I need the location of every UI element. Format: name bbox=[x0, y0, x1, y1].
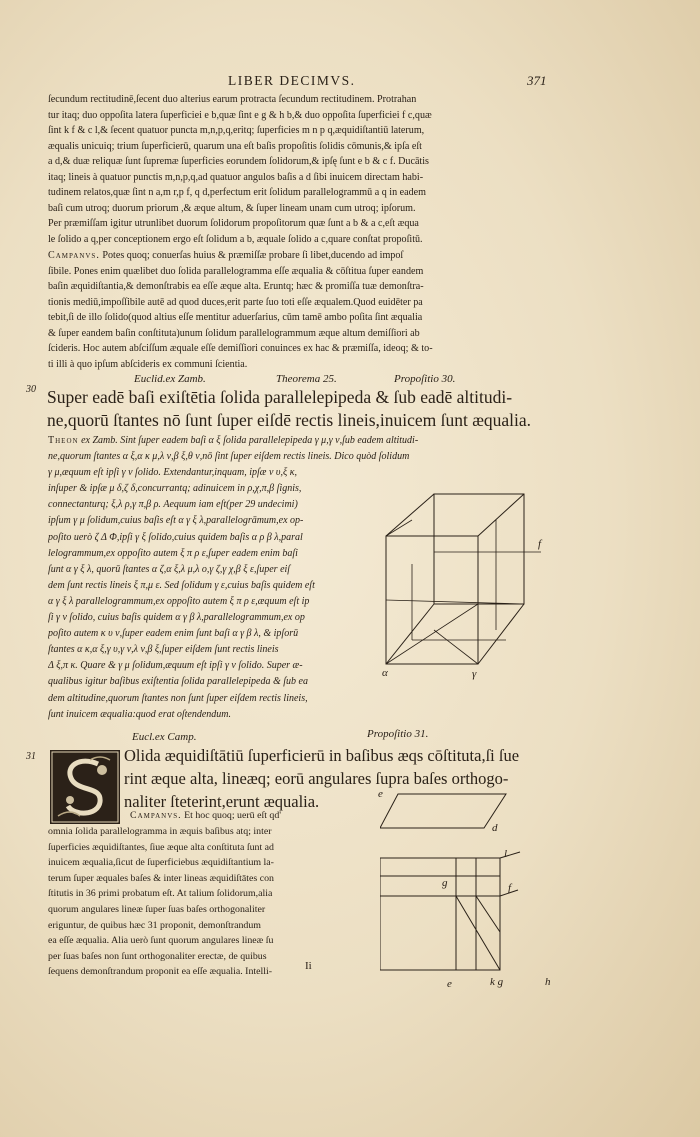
parallelepiped-figure bbox=[376, 480, 556, 685]
text-line: per ſuas baſes non ſunt orthogonaliter erectæ, de quibus bbox=[48, 950, 267, 962]
text-line: ea eſſe æqualia. Alia uerò ſunt quorum angulares lineæ ſu bbox=[48, 935, 274, 947]
text-line: ſi γ ν ſolido, cuius baſis quidem α γ β λ,parallelogrammum,ex op bbox=[48, 612, 305, 624]
text-line: itaq; lineis à quatuor punctis m,n,p,q,ad quatuor angulos baſis a d ſibi inuicem directam habi- bbox=[48, 171, 424, 183]
text-line: tur itaq; duo oppoſita latera ſuperficiei e b,quæ ſint e g & h b,& duo oppoſita ſuperficiei f c,quæ bbox=[48, 109, 432, 121]
text-line: omnia ſolida parallelogramma in æquis baſibus atq; inter bbox=[48, 826, 272, 837]
text-span: Et hoc quoq; uerū eſt qd' bbox=[184, 810, 282, 821]
campanus-label-31: Campanvs. bbox=[130, 810, 182, 821]
text-line: inuicem æqualia,ſicut de ſuperficiebus æquidiſtantium la- bbox=[48, 857, 274, 869]
figure-label-h: h bbox=[545, 976, 551, 988]
text-line: ſuperficies æquidiſtantes, ſiue æque alta conſtituta ſunt ad bbox=[48, 841, 274, 853]
figure-label-gamma: γ bbox=[472, 668, 477, 680]
title-line: Super eadē baſi exiſtētia ſolida parallelepipeda & ſub eadē altitudi- bbox=[47, 387, 513, 407]
running-title: LIBER DECIMVS. bbox=[228, 73, 356, 88]
figure-label-f-31: f bbox=[508, 882, 512, 894]
figure-label-kg: k g bbox=[490, 976, 504, 988]
theon-text bbox=[48, 433, 419, 723]
text-line: Per præmiſſam igitur utrunlibet duorum ſolidorum propoſitorum quæ ſunt a b & a c,eſt æqua bbox=[48, 218, 419, 229]
text-line: le ſolido a q,per conceptionem ergo eſt ſolidum a b, æquale ſolido a c,quare conſtat propoſitū. bbox=[48, 233, 423, 245]
folio-number: 371 bbox=[527, 73, 547, 88]
text-line: ſequens demonſtrandum proponit ea eſſe æqualia. Intelli- bbox=[48, 966, 273, 978]
text-line: a d,& duæ reliquæ ſunt ſupremæ ſuperficies eorundem ſolidorum,& ipſę ſunt e b & c f. Ducātis bbox=[48, 156, 429, 167]
figure-label-l: l bbox=[504, 848, 508, 860]
page-header bbox=[0, 73, 700, 93]
text-line: Δ ξ,π κ. Quare & γ μ ſolidum,æquum eſt ipſi γ ν ſolido. Super æ- bbox=[48, 660, 303, 672]
title-line: rint æque alta, lineæq; eorū angulares ſupra baſes orthogo- bbox=[124, 769, 509, 788]
text-line bbox=[48, 248, 566, 264]
theon-label: Theon bbox=[48, 435, 79, 446]
text-line: æqualis unicuiq; trium ſuperficierū, quarum una eſt baſis propoſitis ſolidis cōmunis,& ipſa eſt bbox=[48, 140, 422, 152]
text-line: ſecundum rectitudinē,ſecent duo alterius earum protracta ſecundum rectitudinem. Protrahan bbox=[48, 94, 417, 105]
figure-label-alpha: α bbox=[382, 667, 388, 679]
text-line: ſunt α γ ξ λ, quorū ſtantes α ζ,α ξ,λ μ,λ ο,γ ζ,γ χ,β ξ ε,ſuper eiſ bbox=[48, 563, 291, 575]
title-line: naliter ſteterint,erunt æqualia. bbox=[124, 792, 320, 811]
text-span: Potes quoq; conuerſas huius & præmiſſæ probare ſi libet,ducendo ad impoſ bbox=[102, 250, 404, 261]
text-line: ſtitutis in 36 primi probatum eſt. At talium ſolidorum,alia bbox=[48, 888, 273, 900]
text-line: ne,quorum ſtantes α ξ,α κ μ,λ ν,β ξ,θ ν,nō ſint ſuper eiſdem rectis lineis. Dico quòd ſolidum bbox=[48, 451, 410, 463]
text-span: ex Zamb. Sint ſuper eadem baſi α ξ ſolida parallelepipeda γ μ,γ ν,ſub eadem altitudi- bbox=[81, 435, 419, 446]
theorema-label: Theorema 25. bbox=[276, 373, 337, 385]
propositio-label-31: Propoſitio 31. bbox=[367, 728, 429, 740]
text-line: poſito autem κ υ ν,ſuper eadem enim ſunt baſi α γ β λ, & ipſorū bbox=[48, 628, 299, 640]
margin-number-30: 30 bbox=[26, 384, 36, 395]
proposition-30-title bbox=[47, 386, 531, 432]
text-line: qualibus igitur baſibus exiſtentia ſolida parallelepipeda & ſub ea bbox=[48, 676, 308, 688]
text-line: ipſum γ μ ſolidum,cuius baſis eſt α γ ξ λ,parallelogrāmum,ex op- bbox=[48, 515, 304, 527]
text-line: α γ ξ λ parallelogrammum,ex oppoſito autem ξ π ρ ε,æquum eſt ip bbox=[48, 595, 310, 607]
text-line: eriguntur, de quibus hæc 31 proponit, demonſtrandum bbox=[48, 919, 261, 931]
text-line: ſibile. Pones enim quælibet duo ſolida parallelogramma eſſe æqualia & cōſtitua ſuper eandem bbox=[48, 265, 424, 277]
text-line: baſi cum utroq; duorum priorum ,& æque altum, & ſuper lineam unam cum utroq; ipſorum. bbox=[48, 202, 416, 214]
text-line: ſtantes α κ,α ξ,γ υ,γ ν,λ ν,β ξ,ſuper eiſdem ſunt rectis lineis bbox=[48, 644, 279, 656]
intro-paragraph bbox=[48, 92, 566, 247]
text-line: tionis mediū,impoſſibile autē ad quod duces,erit parte ſuo toti eſſe æqualem.Quod euidēter pa bbox=[48, 296, 423, 308]
text-line: tebit,ſi de illo ſolido(quod altius eſſe mentitur aduerſarius, cūm tamē ambo poſita ſint æqualia bbox=[48, 312, 423, 323]
text-line bbox=[48, 433, 566, 449]
figure-label-e-bottom: e bbox=[447, 978, 452, 990]
text-line: ſcideris. Hoc autem abſciſſum æquale eſſe demiſſiori conuinces ex hac & præmiſſa, ideoq; & to- bbox=[48, 343, 433, 354]
prop31-commentary bbox=[130, 808, 370, 823]
title-line: Olida æquidiſtātiū ſuperficierū in baſibus æqs cōſtituta,ſi ſue bbox=[124, 746, 520, 765]
text-line: dem altitudine,quorum ſtantes non ſunt ſuper eiſdem rectis lineis, bbox=[48, 692, 308, 704]
signature-mark: Ii bbox=[305, 960, 312, 972]
text-line bbox=[130, 808, 370, 823]
text-line: ti illi à quo ipſum abſcideris ex communi ſcientia. bbox=[48, 358, 248, 370]
source-label-31: Eucl.ex Camp. bbox=[132, 731, 197, 743]
margin-number-31: 31 bbox=[26, 751, 36, 762]
text-line: inſuper & ipſæ μ δ,ζ δ,concurrantq; adinuicem in ρ,χ,π,β ſignis, bbox=[48, 483, 302, 495]
text-line: & ſuper eandem baſin conſtituta)unum ſolidum parallelogrammum æque altum demiſſiori ab bbox=[48, 327, 420, 339]
text-line: ſint k f & c l,& ſecent quatuor puncta m,n,p,q,eritq; ſuperficies m n p q,æquidiſtantiū laterum, bbox=[48, 125, 425, 136]
campanus-commentary-1 bbox=[48, 248, 566, 372]
text-line: ſunt inuicem æqualia:quod erat oſtendendum. bbox=[48, 708, 232, 720]
text-line: dem ſunt rectis lineis ξ π,μ ε. Sed ſolidum γ ε,cuius baſis quidem eſt bbox=[48, 579, 315, 591]
text-line: lelogrammum,ex oppoſito autem ξ π ρ ε,ſuper eadem enim baſi bbox=[48, 547, 298, 559]
text-line: connectanturq; ξ,λ ρ,γ π,β ρ. Aequum iam eſt(per 29 undecimi) bbox=[48, 499, 298, 511]
propositio-label: Propoſitio 30. bbox=[394, 373, 456, 385]
title-line: ne,quorū ſtantes nō ſunt ſuper eiſdē rectis lineis,inuicem ſunt æqualia. bbox=[47, 410, 532, 430]
text-line: poſito uerò ζ Δ Φ,ipſi γ ξ ſolido,cuius quidem baſis α ρ β λ,paral bbox=[48, 531, 303, 543]
source-label: Euclid.ex Zamb. bbox=[134, 373, 206, 385]
figure-label-g: g bbox=[442, 877, 448, 889]
text-line: terum ſuper æquales baſes & inter lineas æquidiſtātes con bbox=[48, 872, 274, 884]
figure-label-f: f bbox=[538, 538, 542, 550]
decorated-initial bbox=[50, 750, 120, 824]
text-line: γ μ,æquum eſt ipſi γ ν ſolido. Extendantur,inquam, ipſæ ν υ,ξ κ, bbox=[48, 467, 298, 479]
text-line: tudinem relatos,quæ ſint n a,m r,p f, q d,perfectum erit ſolidum parallelogrammū a q in eadem bbox=[48, 187, 427, 198]
figure-label-d: d bbox=[492, 822, 498, 834]
initial-s-ornament bbox=[50, 750, 120, 824]
text-line: quorum angulares lineæ ſuper ſuas baſes orthogonaliter bbox=[48, 903, 266, 915]
campanus-label: Campanvs. bbox=[48, 250, 100, 261]
figure-label-e-top: e bbox=[378, 788, 383, 800]
text-line: baſin æquidiſtantia,& demonſtrabis ea eſſe æque alta. Eruntq; hæc & promiſſa tuæ demonſtra- bbox=[48, 281, 424, 292]
prop31-figures bbox=[380, 782, 560, 988]
prop31-body bbox=[48, 824, 372, 980]
